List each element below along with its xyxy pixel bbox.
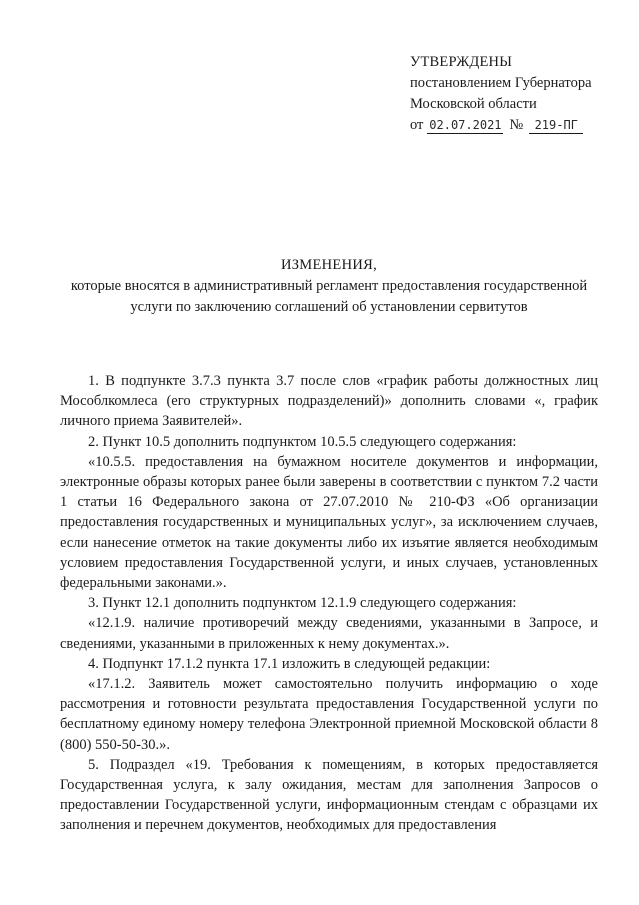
number-sign: №	[509, 117, 524, 133]
paragraph-1: 1. В подпункте 3.7.3 пункта 3.7 после слов «график работы должностных лиц Мособлкомлеса (его структурных подразделений)» дополнить словами «, график личного приема Заявителей».	[60, 373, 598, 430]
paragraph-7: «17.1.2. Заявитель может самостоятельно получить информацию о ходе рассмотрения и готовности результата предоставления Государственной услуги по бесплатному единому номеру телефона Электронной приемной Московской области 8 (800) 550-50-30.».	[60, 676, 598, 753]
approval-date: 02.07.2021	[429, 118, 502, 132]
approval-region: Московской области	[410, 96, 537, 112]
approval-stamp	[410, 52, 592, 136]
paragraph-2: 2. Пункт 10.5 дополнить подпунктом 10.5.5 следующего содержания:	[88, 433, 517, 450]
approval-number: 219-ПГ	[529, 117, 583, 134]
paragraph-6: 4. Подпункт 17.1.2 пункта 17.1 изложить в следующей редакции:	[88, 655, 491, 672]
document-body	[60, 371, 598, 836]
paragraph-3: «10.5.5. предоставления на бумажном носителе документов и информации, электронные образы которых ранее были заверены в соответствии с пунктом 7.2 части 1 статьи 16 Федерального закона от 27.07.2010 № 210-ФЗ «Об организации предоставления государственных и муниципальных услуг», за исключением случаев, если нанесение отметок на такие документы либо их изъятие является необходимым условием предоставления Государственной услуги, и иных случаев, установленных федеральными законами.».	[60, 453, 598, 592]
document-title	[55, 255, 603, 318]
approval-date-line	[410, 115, 592, 136]
title-heading: ИЗМЕНЕНИЯ,	[280, 257, 378, 273]
paragraph-5: «12.1.9. наличие противоречий между сведениями, указанными в Запросе, и сведениями, указанными в приложенных к нему документах.».	[60, 615, 598, 652]
approval-title: УТВЕРЖДЕНЫ	[410, 54, 513, 70]
approval-decree: постановлением Губернатора	[410, 75, 592, 91]
title-subtitle: которые вносятся в административный регламент предоставления государственной услуги по заключению соглашений об установлении сервитутов	[70, 278, 588, 315]
date-prefix: от	[410, 117, 424, 133]
paragraph-4: 3. Пункт 12.1 дополнить подпунктом 12.1.9 следующего содержания:	[88, 595, 517, 612]
paragraph-8: 5. Подраздел «19. Требования к помещениям, в которых предоставляется Государственная услуга, к залу ожидания, местам для заполнения Запросов о предоставлении Государственной услуги, информационным стендам с образцами их заполнения и перечнем документов, необходимых для предоставления	[60, 756, 598, 834]
